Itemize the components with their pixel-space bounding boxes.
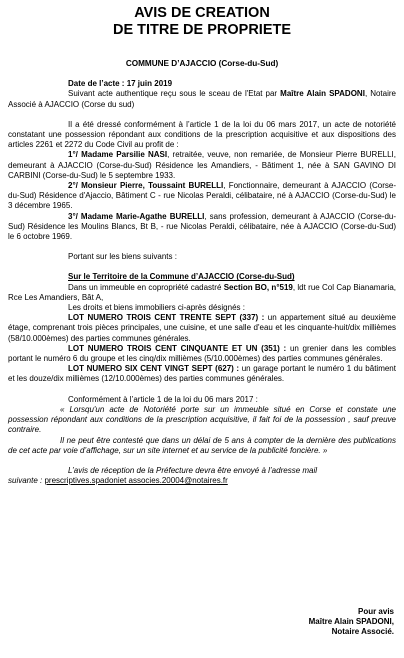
beneficiary-2: [8, 181, 396, 212]
beneficiary-1-details: , retraitée, veuve, non remariée, de Monsieur Pierre BURELLI, demeurant à AJACCIO (Corse-du-Sud) Résidence les Amandiers, - Bâtiment 1, née à SAN GAVINO DI CARBINI (Corse-du-Sud) le 5 septembre 1933.: [8, 150, 396, 180]
beneficiary-1: [8, 150, 396, 181]
immeuble-prefix: Dans un immeuble en copropriété cadastré: [68, 282, 224, 292]
beneficiary-3-prefix: 3°/ Madame Marie-Agathe: [68, 211, 170, 221]
notary-name: Maître Alain SPADONI: [280, 89, 365, 99]
beneficiary-2-details: , Fonctionnaire, demeurant à AJACCIO (Corse-du-Sud) Résidence d'Ajaccio, Bâtiment C - rue Nicolas Peraldi, célibataire, né à AJACCIO (Corse-du-Sud) le 3 décembre 1965.: [8, 181, 396, 211]
commune-heading: COMMUNE D’AJACCIO (Corse-du-Sud): [125, 59, 279, 68]
notary-suffix: , Notaire Associé à AJACCIO (Corse du sud): [8, 89, 396, 109]
beneficiary-3-name: BURELLI: [169, 211, 205, 221]
lot-627: [8, 364, 396, 384]
immeuble-address: , ldt rue Col Cap Bianamaria, Rce Les Amandiers, Bât A,: [8, 282, 397, 302]
title-line-2: DE TITRE DE PROPRIETE: [112, 21, 292, 38]
lot-351-text: un grenier dans les combles portant le numéro 6 du groupe et les cinq/dix millièmes (5/10.000èmes) des parties communes générales.: [8, 343, 396, 364]
lot-627-text: un garage portant le numéro 1 du bâtiment et les douze/dix millièmes (12/10.000èmes) des parties communes générales.: [8, 364, 396, 384]
beneficiary-1-name: NASI: [147, 150, 168, 160]
date-intro-paragraph: [8, 89, 396, 109]
beneficiary-3: [8, 212, 396, 243]
beneficiary-2-name: BURELLI: [188, 181, 224, 191]
lot-351: [8, 344, 396, 364]
lot-337-text: un appartement situé au deuxième étage, comprenant trois pièces principales, une cuisine, et une salle d'eau et les cinquante-huit/dix millièmes (58/10.000èmes) des parties communes générales.: [8, 313, 396, 343]
date-line: [8, 79, 396, 89]
territoire-paragraph: [8, 272, 396, 282]
date-label: Date de l’acte : 17 juin 2019: [68, 79, 173, 89]
signature-block: [309, 607, 394, 638]
biens-intro: Portant sur les biens suivants :: [68, 252, 177, 262]
avis-email-line: [8, 476, 396, 486]
immeuble-paragraph: [8, 283, 396, 303]
beneficiary-1-prefix: 1°/ Madame Parsilie: [68, 150, 148, 160]
law-quote-1: « Lorsqu'un acte de Notoriété porte sur un immeuble situé en Corse et constate une possession répondant aux conditions de la prescription acquisitive, il fait foi de la possession , sauf preuve contraire.: [8, 404, 396, 435]
conformement-line: Conformément à l’article 1 de la loi du 06 mars 2017 :: [68, 394, 258, 404]
avis-email-link[interactable]: prescriptives.spadoniet associes.20004@notaires.fr: [44, 476, 228, 486]
territoire-heading: Sur le Territoire de la Commune d’AJACCIO (Corse-du-Sud): [68, 272, 295, 282]
intro-paragraph: Il a été dressé conformément à l’article 1 de la loi du 06 mars 2017, un acte de notoriété constatant une possession répondant aux conditions de la prescription acquisitive et aux dispositions des articles 2261 et 2272 du Code Civil au profit de :: [8, 119, 396, 150]
signature-line-3: Notaire Associé.: [331, 627, 394, 637]
beneficiary-3-details: , sans profession, demeurant à AJACCIO (Corse-du-Sud) Résidence les Moulins Blancs, Bt B, - rue Nicolas Peraldi, célibataire, née à AJACCIO (Corse-du-Sud) le 6 octobre 1969.: [8, 211, 397, 242]
beneficiary-2-prefix: 2°/ Monsieur Pierre, Toussaint: [68, 181, 189, 191]
lot-337: [8, 313, 396, 344]
avis-reception-line: L’avis de réception de la Préfecture devra être envoyé à l’adresse mail: [68, 465, 318, 475]
date-intro: Suivant acte authentique reçu sous le sceau de l'Etat par: [68, 89, 281, 99]
law-quote-2: Il ne peut être contesté que dans un délai de 5 ans à compter de la dernière des publications de cet acte par voie d’affichage, sur un site internet et au service de la publicité foncière. »: [8, 435, 396, 455]
lot-351-title: LOT NUMERO TROIS CENT CINQUANTE ET UN (351) :: [68, 343, 287, 353]
lot-337-title: LOT NUMERO TROIS CENT TRENTE SEPT (337) :: [68, 313, 265, 323]
cadastre-section: Section BO, n°519: [223, 282, 293, 292]
title-line-1: AVIS DE CREATION: [134, 5, 270, 21]
lots-intro: Les droits et biens immobiliers ci-après désignés :: [68, 303, 245, 313]
lot-627-title: LOT NUMERO SIX CENT VINGT SEPT (627) :: [68, 364, 240, 374]
signature-line-1: Pour avis: [357, 607, 394, 616]
notice-page: [8, 5, 396, 486]
signature-line-2: Maître Alain SPADONI,: [308, 617, 394, 627]
avis-email-label: suivante :: [8, 476, 45, 486]
